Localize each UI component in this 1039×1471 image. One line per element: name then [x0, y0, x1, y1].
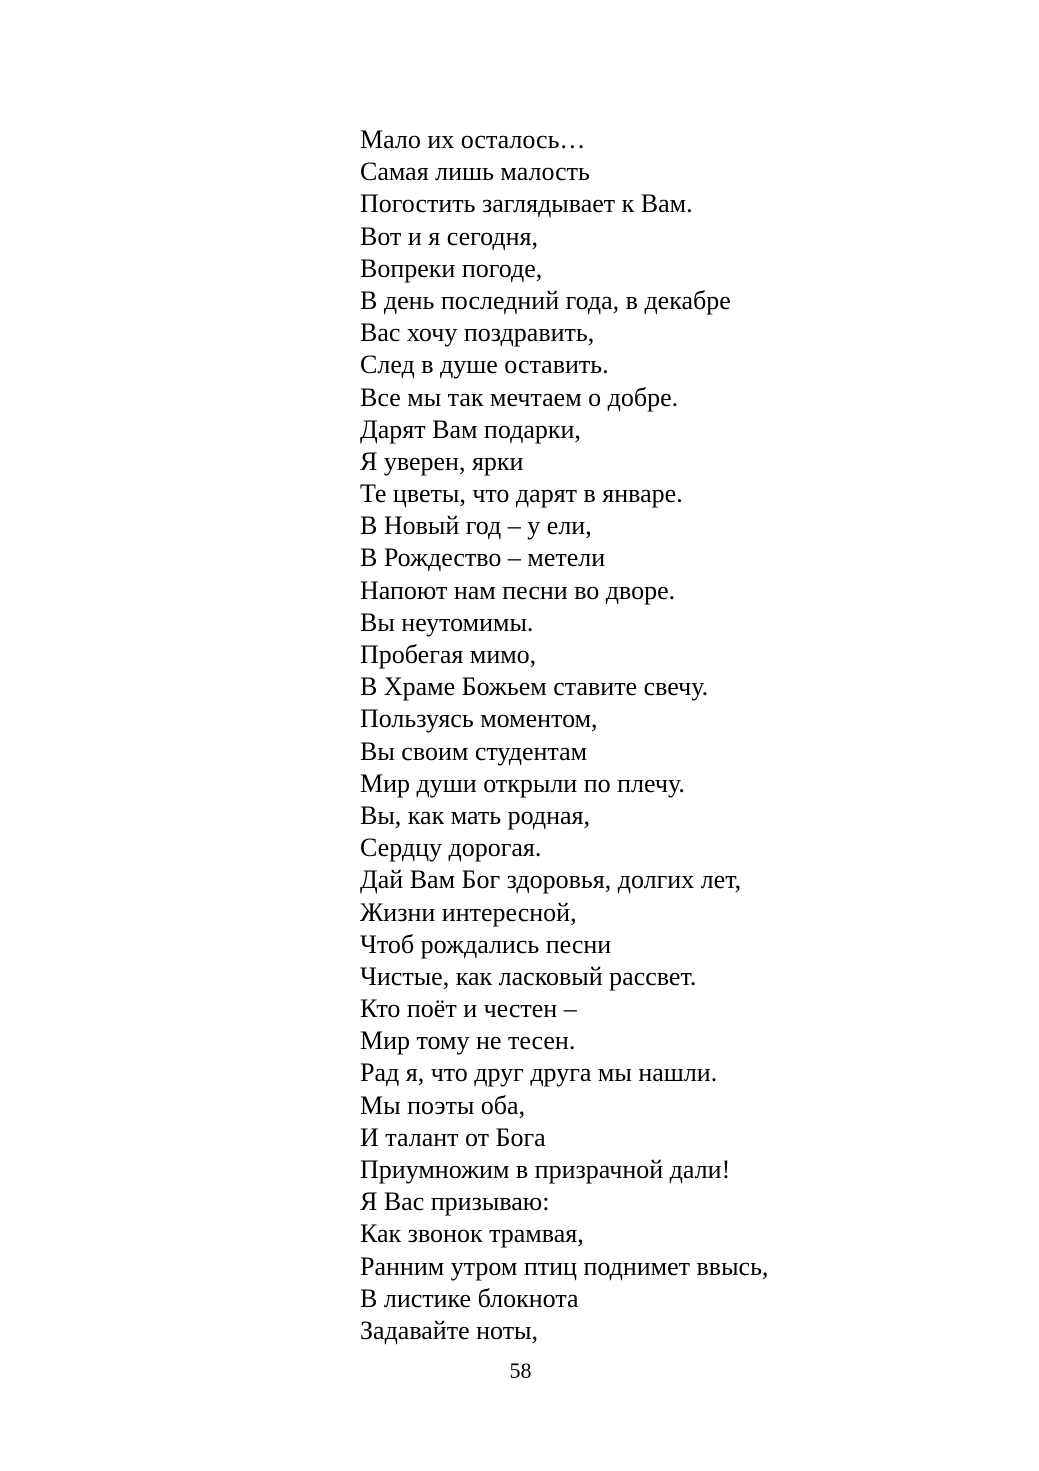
poem-line: В Рождество – метели: [360, 543, 606, 573]
poem-line: Кто поёт и честен –: [360, 994, 577, 1024]
poem-line: Как звонок трамвая,: [360, 1219, 584, 1249]
poem-line: Мало их осталось…: [360, 125, 586, 154]
poem-line: Дарят Вам подарки,: [360, 414, 581, 444]
poem-line: В день последний года, в декабре: [360, 285, 731, 315]
poem-line: Задавайте ноты,: [360, 1315, 539, 1345]
poem-text: [360, 124, 768, 1347]
poem-line: В листике блокнота: [360, 1283, 579, 1313]
poem-line: Пробегая мимо,: [360, 640, 537, 669]
poem-line: В Новый год – у ели,: [360, 511, 592, 541]
poem-line: Вы, как мать родная,: [360, 800, 590, 830]
poem-line: Вы неутомимы.: [360, 607, 534, 637]
poem-line: Чистые, как ласковый рассвет.: [360, 961, 697, 991]
poem-line: Мир души открыли по плечу.: [360, 768, 685, 798]
poem-line: Погостить заглядывает к Вам.: [360, 189, 693, 219]
poem-line: Вас хочу поздравить,: [360, 318, 595, 348]
poem-line: Самая лишь малость: [360, 157, 590, 187]
poem-line: Те цветы, что дарят в январе.: [360, 479, 683, 509]
poem-line: Сердцу дорогая.: [360, 833, 542, 863]
poem-line: Напоют нам песни во дворе.: [360, 575, 676, 605]
poem-line: Рад я, что друг друга мы нашли.: [360, 1058, 718, 1088]
poem-line: Жизни интересной,: [360, 897, 577, 927]
page-number: 58: [509, 1358, 532, 1383]
poem-line: Вопреки погоде,: [360, 253, 543, 283]
poem-line: Дай Вам Бог здоровья, долгих лет,: [360, 865, 742, 895]
poem-line: Мир тому не тесен.: [360, 1026, 576, 1056]
poem-line: Ранним утром птиц поднимет ввысь,: [360, 1251, 769, 1281]
poem-line: Пользуясь моментом,: [360, 704, 598, 734]
poem-line: Чтоб рождались песни: [360, 929, 612, 959]
poem-line: Все мы так мечтаем о добре.: [360, 382, 679, 412]
poem-line: В Храме Божьем ставите свечу.: [360, 672, 709, 702]
poem-line: Я Вас призываю:: [360, 1187, 550, 1217]
poem-line: И талант от Бога: [360, 1122, 546, 1152]
poem-line: Приумножим в призрачной дали!: [360, 1155, 731, 1184]
poem-line: Мы поэты оба,: [360, 1090, 526, 1120]
poem-line: След в душе оставить.: [360, 350, 609, 380]
poem-line: Вот и я сегодня,: [360, 221, 539, 251]
poem-line: Я уверен, ярки: [360, 446, 524, 476]
poem-line: Вы своим студентам: [360, 736, 588, 766]
